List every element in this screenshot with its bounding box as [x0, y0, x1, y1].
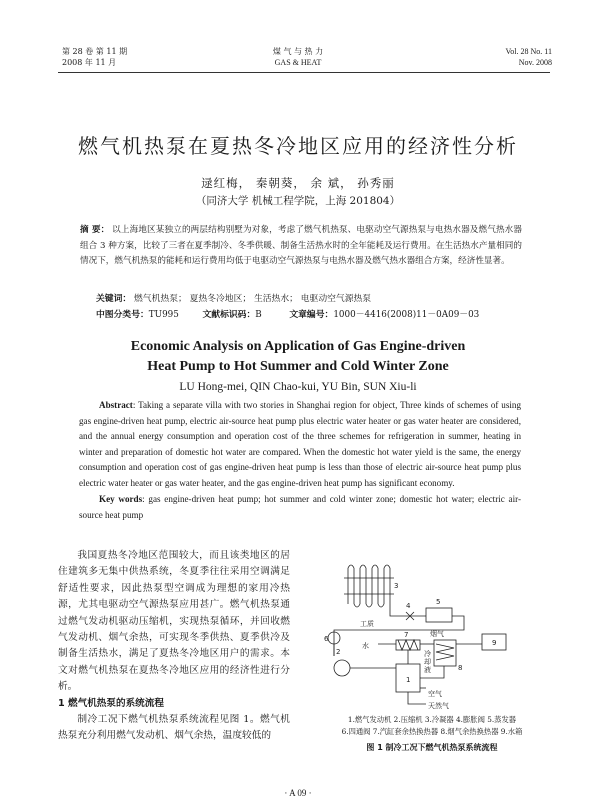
abstract-en — [79, 398, 521, 523]
label-cooling-2: 却 — [424, 658, 431, 666]
abstract-cn — [80, 223, 522, 270]
journal-volume-info: Vol. 28 No. 11 Nov. 2008 — [505, 47, 552, 67]
label-natural-gas: 天然气 — [428, 702, 449, 710]
system-flow-diagram — [314, 548, 550, 716]
header-rule — [58, 72, 550, 73]
body-text — [58, 548, 290, 745]
label-cooling-3: 液 — [424, 666, 431, 674]
figure-legend: 1.燃气发动机 2.压缩机 3.冷凝器 4.膨胀阀 5.蒸发器 6.四通阀 7.汽缸套余热换热器 8.烟气余热换热器 9.水箱 — [341, 715, 523, 736]
journal-issue-info: 第 28 卷 第 11 期 2008 年 11 月 — [62, 47, 128, 67]
abstract-en-label: Abstract — [99, 400, 133, 410]
journal-name: 煤 气 与 热 力 GAS & HEAT — [272, 47, 324, 67]
intro-paragraph: 我国夏热冬冷地区范围较大，而且该类地区的居住建筑多无集中供热系统，冬夏季往往采用空调满足舒适性要求，因此热泵型空调成为理想的家用冷热源，尤其电驱动空气源热泵应用甚广。燃气机热泵通过燃气发动机驱动压缩机，实现热泵循环，并回收燃气发动机、烟气余热，可实现冬季供热、夏季供冷及制备生活热水，满足了夏热冬冷地区用户的需求。本文对燃气机热泵在夏热冬冷地区应用的经济性进行分析。 — [58, 550, 290, 693]
label-5: 5 — [436, 598, 441, 606]
label-3: 3 — [394, 582, 399, 590]
label-water: 水 — [362, 642, 369, 650]
label-2: 2 — [336, 648, 341, 656]
authors-en: LU Hong-mei, QIN Chao-kui, YU Bin, SUN Xiu-li — [179, 381, 417, 393]
paper-title-en: Economic Analysis on Application of Gas Engine-driven Heat Pump to Hot Summer and Cold Winter Zone — [130, 339, 466, 374]
label-flue-gas: 烟气 — [430, 630, 444, 638]
section-paragraph: 制冷工况下燃气机热泵系统流程见图 1。燃气机热泵充分利用燃气发动机、烟气余热，温度较低的 — [58, 714, 290, 742]
label-cooling-1: 冷 — [424, 650, 431, 658]
page-number: · A 09 · — [284, 788, 312, 798]
abstract-cn-text: 以上海地区某独立的两层结构别墅为对象，考虑了燃气机热泵、电驱动空气源热泵与电热水器及燃气热水器组合 3 种方案，比较了三者在夏季制冷、冬季供暖、制备生活热水时的全年能耗及运行费用。在生活热水产量相同的情况下，燃气机热泵的能耗和运行费用均低于电驱动空气源热泵与电热水器及燃气热水器组合方案，经济性显著。 — [80, 225, 522, 266]
compressor — [334, 660, 350, 676]
classification-line: 中图分类号：TU995 文献标识码：B 文章编号：1000－4416(2008)11－0A09－03 — [96, 310, 480, 320]
label-4: 4 — [406, 602, 411, 610]
affiliation-cn: （同济大学 机械工程学院，上海 201804） — [195, 195, 401, 207]
figure-caption: 图 1 制冷工况下燃气机热泵系统流程 — [366, 743, 498, 752]
evaporator — [426, 608, 452, 622]
label-6: 6 — [324, 635, 329, 643]
section-heading: 1 燃气机热泵的系统流程 — [58, 697, 164, 709]
label-8: 8 — [458, 664, 463, 672]
keywords-en: Key words: gas engine-driven heat pump; hot summer and cold winter zone; domestic hot water; electric air-source heat pump — [79, 494, 521, 520]
authors-cn: 逯红梅， 秦朝葵， 余 斌， 孙秀丽 — [201, 176, 395, 190]
label-9: 9 — [492, 639, 497, 647]
label-working-fluid: 工质 — [360, 620, 374, 628]
condenser-coil — [344, 565, 394, 607]
abstract-cn-label: 摘 要： — [80, 225, 110, 235]
label-7: 7 — [404, 631, 409, 639]
label-1: 1 — [406, 676, 411, 684]
abstract-en-text: : Taking a separate villa with two stories in Shanghai region for object, Three kinds of schemes of using gas engine-driven heat pump, electric air-source heat pump plus electric water heater or gas water heater are considered, and the annual energy consumption and operation cost of the three schemes for refrigeration in summer, heating in winter and preparation of domestic hot water are compared. When the domestic hot water yield is the same, the energy consumption and operation cost of gas engine-driven heat pump is less than those of electric air-source heat pump plus electric water heater or gas water heater, and the gas engine-driven heat pump has significant economy. — [79, 400, 521, 488]
paper-title-cn: 燃气机热泵在夏热冬冷地区应用的经济性分析 — [78, 134, 518, 158]
keywords-cn: 关键词： 燃气机热泵； 夏热冬冷地区； 生活热水； 电驱动空气源热泵 — [96, 294, 372, 304]
label-air: 空气 — [428, 690, 442, 698]
